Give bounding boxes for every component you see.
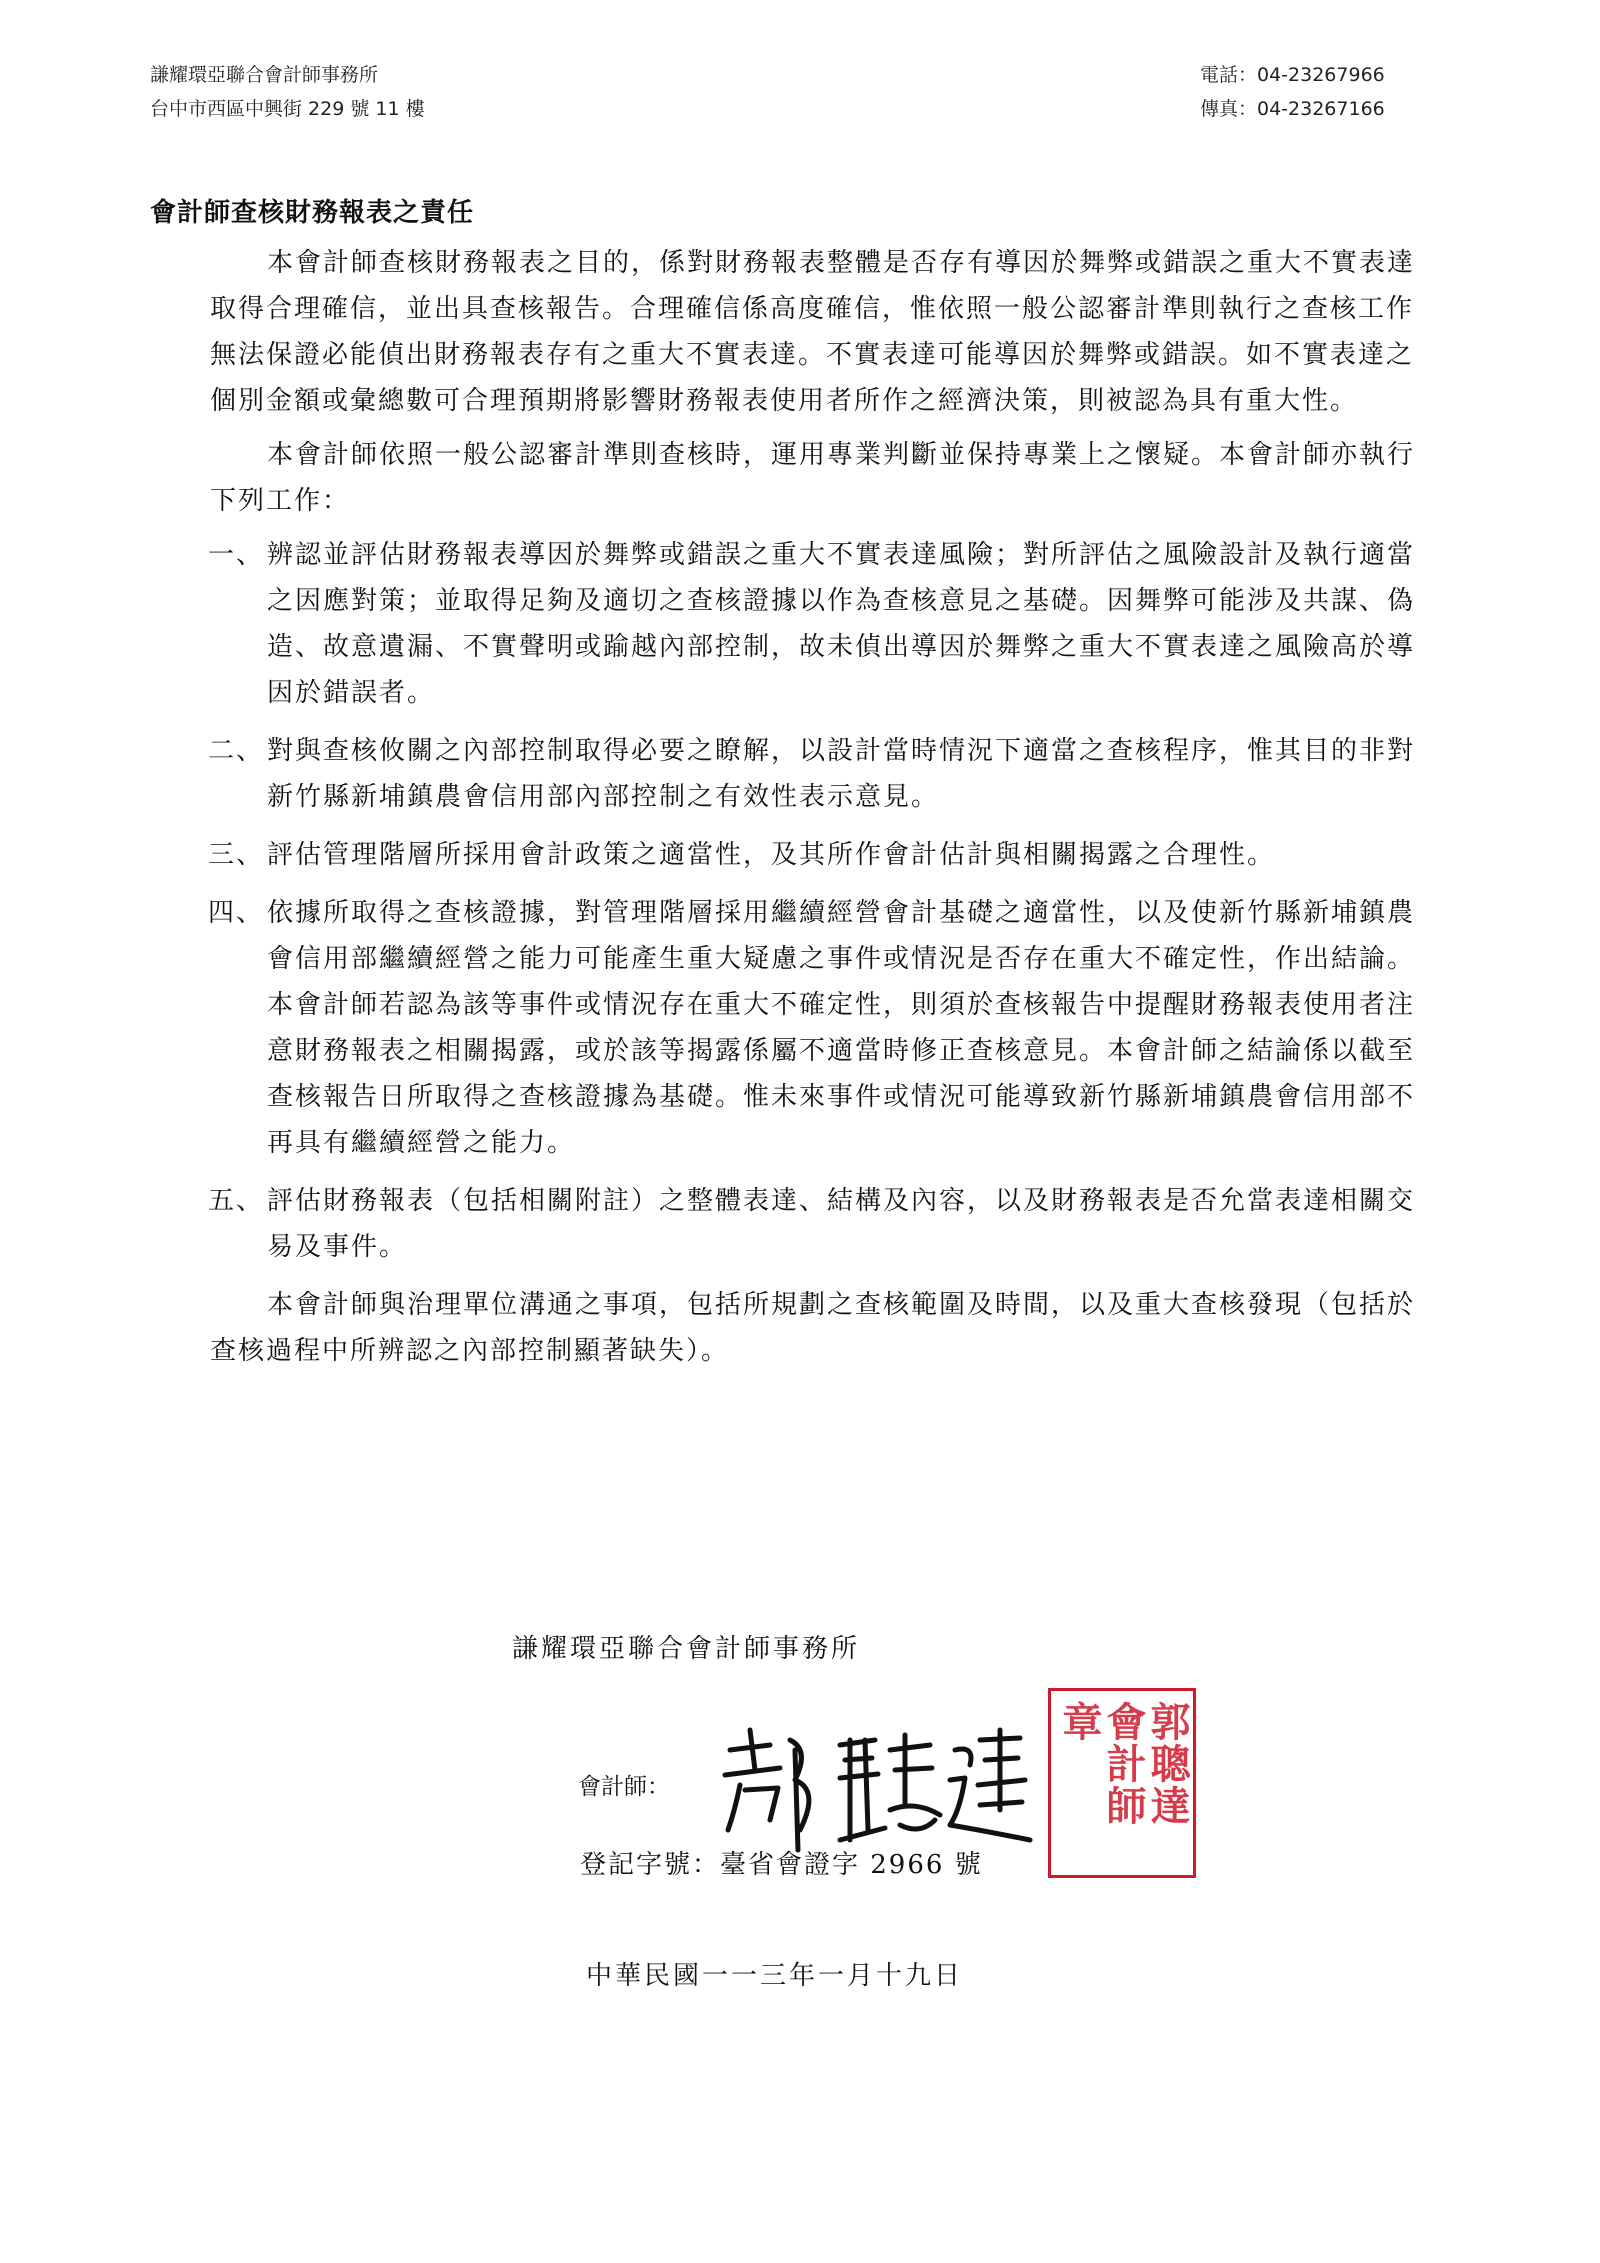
cpa-label: 會計師： xyxy=(578,1774,670,1800)
list-item-text: 依據所取得之查核證據，對管理階層採用繼續經營會計基礎之適當性，以及使新竹縣新埔鎮農會信用部繼續經營之能力可能產生重大疑慮之事件或情況是否存在重大不確定性，作出結論。本會計師若認為該等事件或情況存在重大不確定性，則須於查核報告中提醒財務報表使用者注意財務報表之相關揭露，或於該等揭露係屬不適當時修正查核意見。本會計師之結論係以截至查核報告日所取得之查核證據為基礎。惟未來事件或情況可能導致新竹縣新埔鎮農會信用部不再具有繼續經營之能力。 xyxy=(267,898,1416,1158)
letterhead-firm-name: 謙耀環亞聯合會計師事務所 xyxy=(150,64,379,86)
list-item-label: 三、 xyxy=(208,840,265,870)
list-item xyxy=(210,728,1440,820)
section-title: 會計師查核財務報表之責任 xyxy=(150,198,475,228)
list-item xyxy=(210,532,1440,716)
list-item-label: 二、 xyxy=(208,736,265,766)
paragraph-purpose: 本會計師查核財務報表之目的，係對財務報表整體是否存有導因於舞弊或錯誤之重大不實表達取得合理確信，並出具查核報告。合理確信係高度確信，惟依照一般公認審計準則執行之查核工作無法保證必能偵出財務報表存有之重大不實表達。不實表達可能導因於舞弊或錯誤。如不實表達之個別金額或彙總數可合理預期將影響財務報表使用者所作之經濟決策，則被認為具有重大性。 xyxy=(210,248,1416,416)
report-body xyxy=(210,240,1440,1382)
list-item-label: 四、 xyxy=(208,898,265,928)
handwritten-signature xyxy=(700,1710,1040,1860)
signature-firm-name: 謙耀環亞聯合會計師事務所 xyxy=(512,1634,861,1664)
letterhead-phone: 電話：04-23267966 xyxy=(1200,64,1385,86)
list-item-text: 對與查核攸關之內部控制取得必要之瞭解，以設計當時情況下適當之查核程序，惟其目的非對新竹縣新埔鎮農會信用部內部控制之有效性表示意見。 xyxy=(267,736,1416,812)
paragraph-procedures-intro: 本會計師依照一般公認審計準則查核時，運用專業判斷並保持專業上之懷疑。本會計師亦執行下列工作： xyxy=(210,440,1416,516)
list-item-label: 一、 xyxy=(208,540,265,570)
cpa-seal: 郭聰達 會計師 章 xyxy=(1048,1688,1196,1878)
list-item-label: 五、 xyxy=(208,1186,265,1216)
report-date: 中華民國一一三年一月十九日 xyxy=(586,1961,964,1991)
paragraph-governance: 本會計師與治理單位溝通之事項，包括所規劃之查核範圍及時間，以及重大查核發現（包括於查核過程中所辨認之內部控制顯著缺失）。 xyxy=(210,1290,1416,1366)
list-item-text: 評估管理階層所採用會計政策之適當性，及其所作會計估計與相關揭露之合理性。 xyxy=(267,840,1276,870)
list-item-text: 評估財務報表（包括相關附註）之整體表達、結構及內容，以及財務報表是否允當表達相關交易及事件。 xyxy=(267,1186,1416,1262)
list-item-text: 辨認並評估財務報表導因於舞弊或錯誤之重大不實表達風險；對所評估之風險設計及執行適當之因應對策；並取得足夠及適切之查核證據以作為查核意見之基礎。因舞弊可能涉及共謀、偽造、故意遺漏、不實聲明或踰越內部控制，故未偵出導因於舞弊之重大不實表達之風險高於導因於錯誤者。 xyxy=(267,540,1416,708)
letterhead-fax: 傳真：04-23267166 xyxy=(1200,98,1385,120)
letterhead-address: 台中市西區中興街 229 號 11 樓 xyxy=(150,98,425,120)
registration-number: 登記字號：臺省會證字 2966 號 xyxy=(580,1850,983,1880)
letterhead-right xyxy=(1200,58,1410,126)
list-item xyxy=(210,832,1440,878)
letterhead-left xyxy=(150,58,425,126)
list-item xyxy=(210,890,1440,1166)
list-item xyxy=(210,1178,1440,1270)
